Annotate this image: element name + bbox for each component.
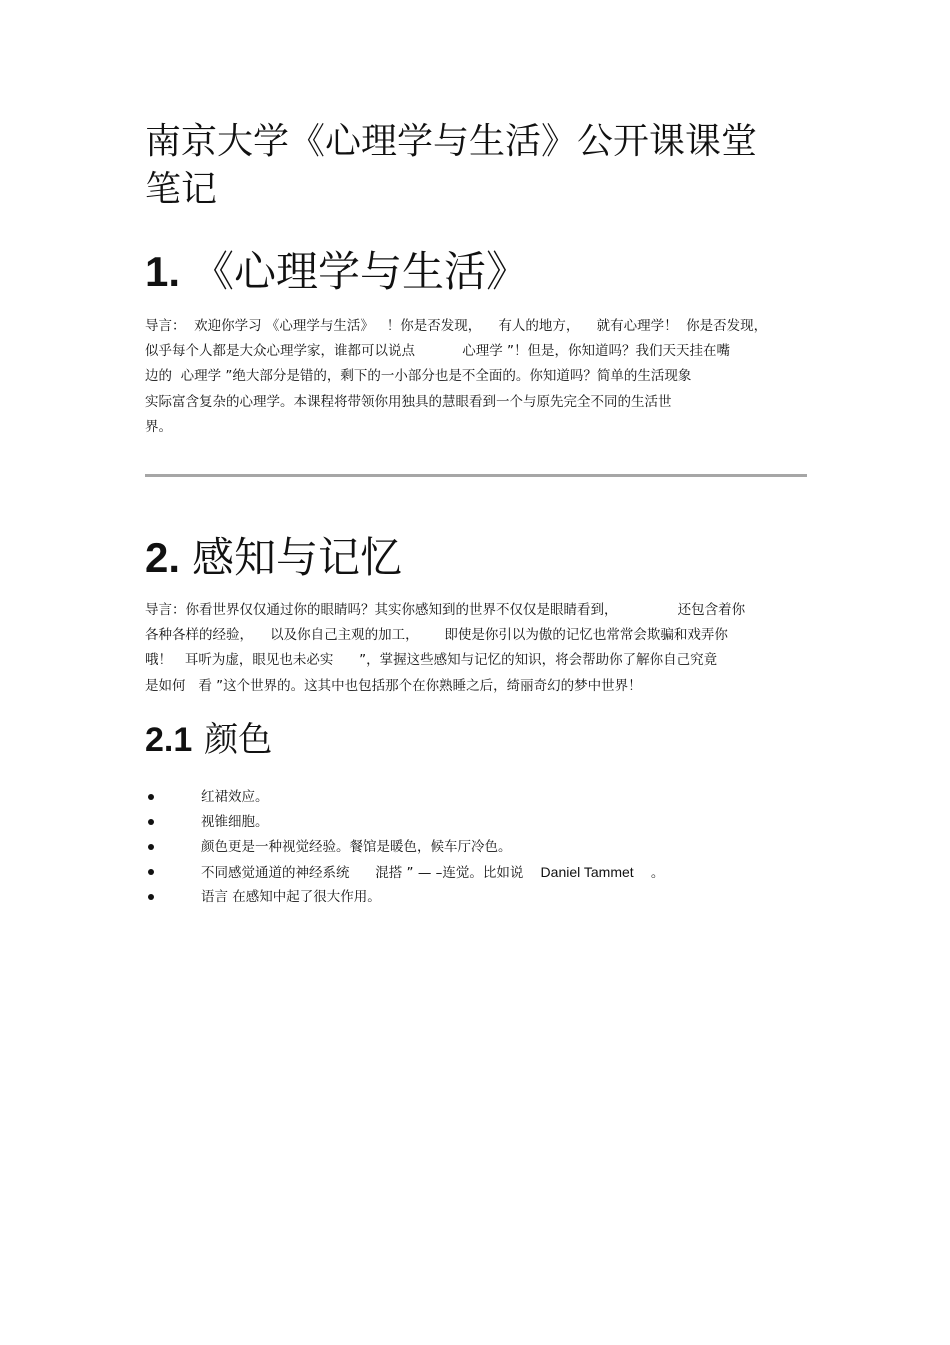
list-item-text: 语言 在感知中起了很大作用。 xyxy=(201,889,381,905)
list-item-text: 红裙效应。 xyxy=(201,789,269,805)
person-name: Daniel Tammet xyxy=(540,864,634,880)
bullet-icon xyxy=(148,869,154,875)
section-divider xyxy=(145,474,807,477)
section-1-heading xyxy=(145,246,528,298)
bullet-list xyxy=(145,785,664,910)
list-item-end: 。 xyxy=(650,865,665,881)
subsection-title: 颜色 xyxy=(204,720,273,760)
intro-line: 导言：你看世界仅仅通过你的眼睛吗？其实你感知到的世界不仅仅是眼睛看到， 还包含着你 xyxy=(145,602,746,618)
intro-line: 是如何 看 ”这个世界的。这其中也包括那个在你熟睡之后，绮丽奇幻的梦中世界！ xyxy=(145,677,642,694)
list-item xyxy=(145,835,664,860)
section-2-title: 感知与记忆 xyxy=(192,533,403,582)
intro-line: 实际富含复杂的心理学。本课程将带领你用独具的慧眼看到一个与原先完全不同的生活世 xyxy=(145,393,672,410)
list-item xyxy=(145,860,664,885)
bullet-icon xyxy=(148,794,154,800)
bullet-icon xyxy=(148,844,154,850)
intro-line: 似乎每个人都是大众心理学家，谁都可以说点 心理学 ”！但是，你知道吗？我们天天挂在嘴 xyxy=(145,343,730,360)
bullet-icon xyxy=(148,819,154,825)
list-item xyxy=(145,785,664,810)
intro-line: 导言： 欢迎你学习 《心理学与生活》 ！你是否发现， 有人的地方， 就有心理学！ 你是否发现， xyxy=(145,318,768,334)
intro-line: 界。 xyxy=(145,418,172,435)
list-item xyxy=(145,885,664,910)
bullet-icon xyxy=(148,894,154,900)
list-item-text: 视锥细胞。 xyxy=(201,814,269,830)
section-1-title: 《心理学与生活》 xyxy=(192,247,529,296)
list-item-text: 颜色更是一种视觉经验。餐馆是暖色，候车厅冷色。 xyxy=(201,839,512,855)
intro-line: 哦！ 耳听为虚，眼见也未必实 ”，掌握这些感知与记忆的知识，将会帮助你了解你自己究竟 xyxy=(145,652,718,669)
section-2-number: 2. xyxy=(145,534,181,581)
list-item xyxy=(145,810,664,835)
section-2-intro xyxy=(145,598,745,699)
intro-line: 各种各样的经验， 以及你自己主观的加工， 即使是你引以为傲的记忆也常常会欺骗和戏弄你 xyxy=(145,627,728,644)
section-1-intro xyxy=(145,314,767,440)
list-item-text: 不同感觉通道的神经系统 混搭 ” — –连觉。比如说 xyxy=(201,865,524,881)
subsection-number: 2.1 xyxy=(145,721,193,759)
section-2-heading xyxy=(145,532,402,584)
intro-line: 边的 心理学 ”绝大部分是错的，剩下的一小部分也是不全面的。你知道吗？简单的生活现象 xyxy=(145,368,692,385)
document-title: 南京大学《心理学与生活》公开课课堂笔记 xyxy=(145,121,758,210)
subsection-2-1-heading xyxy=(145,718,272,762)
section-1-number: 1. xyxy=(145,248,181,295)
